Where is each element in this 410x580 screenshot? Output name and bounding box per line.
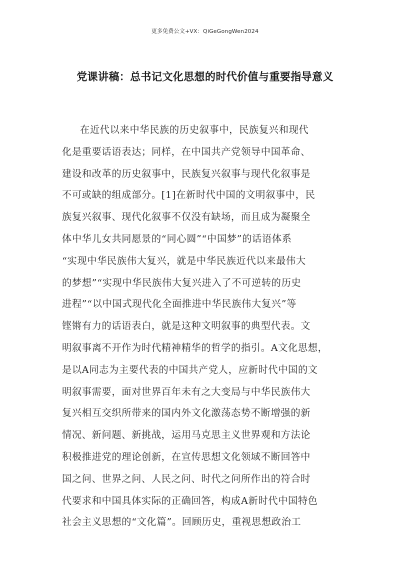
paragraph-line: 国之问、世界之问、人民之问、时代之问所作出的符合时 bbox=[62, 473, 311, 485]
body-paragraph bbox=[62, 120, 352, 534]
paragraph-line: 的梦想”“实现中华民族伟大复兴进入了不可逆转的历史 bbox=[62, 277, 302, 289]
paragraph-line: 建设和改革的历史叙事中，民族复兴叙事与现代化叙事是 bbox=[62, 168, 311, 180]
paragraph-line: “实现中华民族伟大复兴，就是中华民族近代以来最伟大 bbox=[62, 255, 306, 267]
paragraph-line: 铿锵有力的话语表白，就是这种文明叙事的典型代表。文 bbox=[62, 321, 311, 333]
paragraph-line: 体中华儿女共同愿景的“同心圆”“中国梦”的话语体系 bbox=[62, 233, 292, 245]
paragraph-line: 明叙事离不开作为时代精神精华的哲学的指引。A文化思想， bbox=[62, 342, 328, 354]
paragraph-line: 化是重要话语表达；同样，在中国共产党领导中国革命、 bbox=[62, 146, 311, 158]
paragraph-line: 复兴相互交织所带来的国内外文化激荡态势不断增强的新 bbox=[62, 408, 311, 420]
paragraph-line: 进程”“以中国式现代化全面推进中华民族伟大复兴”等 bbox=[62, 299, 297, 311]
paragraph-line: 代要求和中国具体实际的正确回答，构成A新时代中国特色 bbox=[62, 495, 318, 507]
paragraph-line: 在近代以来中华民族的历史叙事中，民族复兴和现代 bbox=[80, 125, 309, 136]
paragraph-line: 明叙事需要，面对世界百年未有之大变局与中华民族伟大 bbox=[62, 386, 311, 398]
paragraph-line: 社会主义思想的“文化篇”。回顾历史，重视思想政治工 bbox=[62, 517, 302, 529]
paragraph-line: 不可或缺的组成部分。[1]在新时代中国的文明叙事中，民 bbox=[62, 190, 316, 202]
paragraph-line: 积极推进党的理论创新，在宣传思想文化领域不断回答中 bbox=[62, 451, 311, 463]
header-note: 更多免费公文+VX：QiGeGongWen2024 bbox=[151, 29, 259, 35]
paragraph-line: 族复兴叙事、现代化叙事不仅没有缺场，而且成为凝聚全 bbox=[62, 212, 311, 224]
paragraph-line: 是以A同志为主要代表的中国共产党人，应新时代中国的文 bbox=[62, 364, 318, 376]
paragraph-line: 情况、新问题、新挑战，运用马克思主义世界观和方法论 bbox=[62, 430, 311, 442]
document-title: 党课讲稿：总书记文化思想的时代价值与重要指导意义 bbox=[76, 71, 334, 83]
